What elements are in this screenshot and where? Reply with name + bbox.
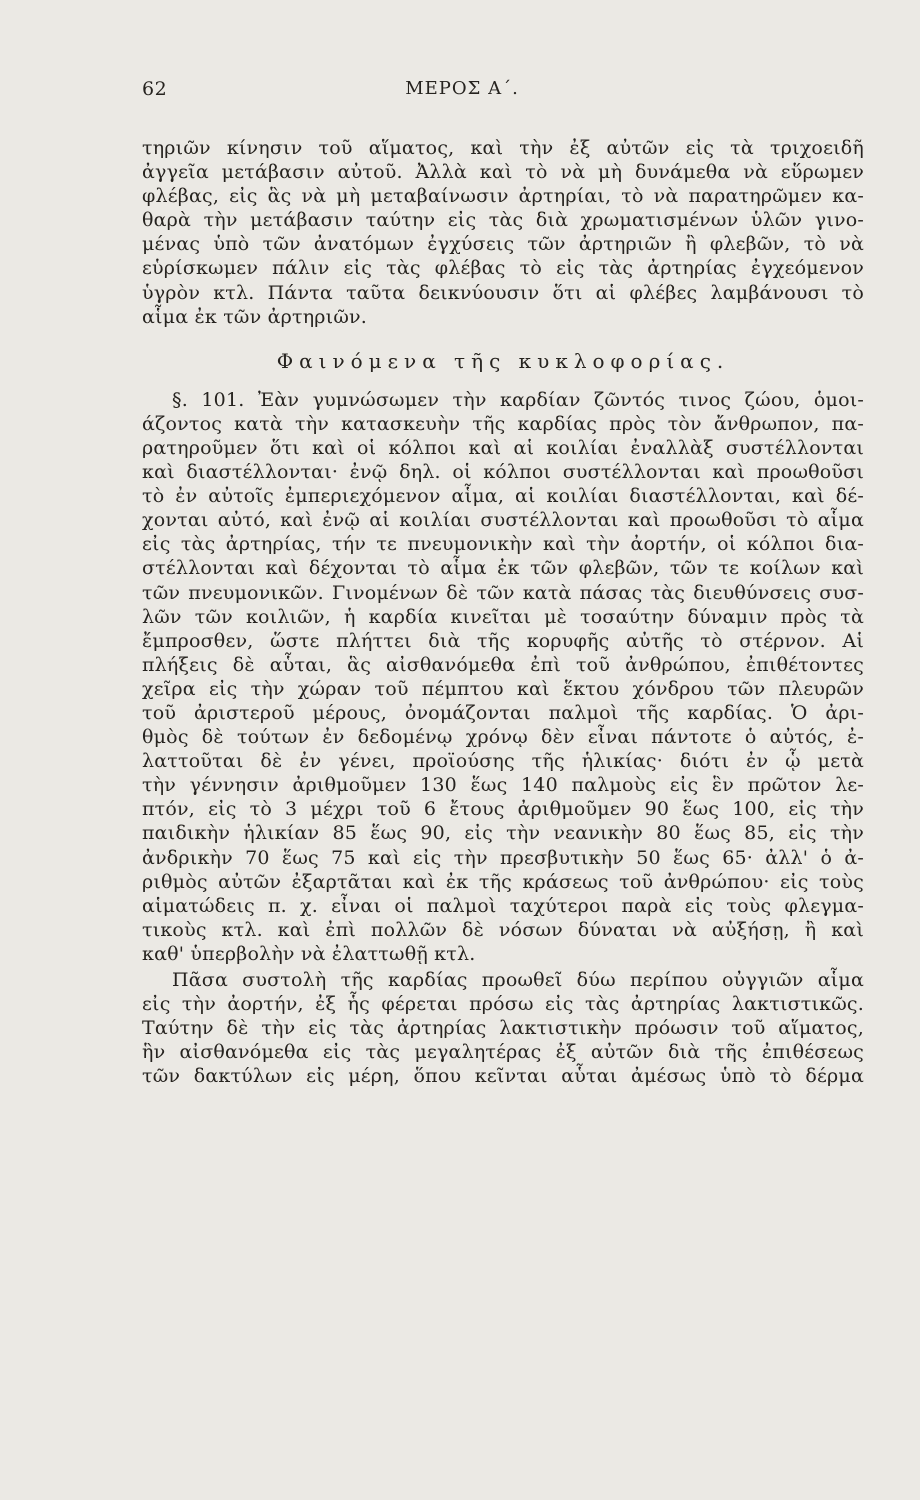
text-line: §. 101. Ἐὰν γυμνώσωμεν τὴν καρδίαν ζῶντός τινος ζώου, ὁμοι- (172, 388, 864, 411)
text-line: τῶν πνευμονικῶν. Γινομένων δὲ τῶν κατὰ πάσας τὰς διευθύνσεις συσ- (142, 581, 864, 604)
text-line: χονται αὐτό, καὶ ἐνῷ αἱ κοιλίαι συστέλλονται καὶ προωθοῦσι τὸ αἷμα (142, 509, 864, 532)
text-line: ριθμὸς αὐτῶν ἐξαρτᾶται καὶ ἐκ τῆς κράσεως τοῦ ἀνθρώπου· εἰς τοὺς (142, 870, 864, 893)
text-line: τοῦ ἀριστεροῦ μέρους, ὀνομάζονται παλμοὶ τῆς καρδίας. Ὁ ἀρι- (142, 701, 864, 724)
paragraph-2 (142, 388, 864, 966)
text-line: τικοὺς κτλ. καὶ ἐπὶ πολλῶν δὲ νόσων δύναται νὰ αὐξήσῃ, ἢ καὶ (142, 918, 864, 941)
text-line: ἀνδρικὴν 70 ἕως 75 καὶ εἰς τὴν πρεσβυτικὴν 50 ἕως 65· ἀλλ' ὁ ἀ- (142, 846, 864, 869)
text-line: ἀγγεῖα μετάβασιν αὐτοῦ. Ἀλλὰ καὶ τὸ νὰ μὴ δυνάμεθα νὰ εὕρωμεν (142, 161, 864, 184)
text-line: καὶ διαστέλλονται· ἐνῷ δηλ. οἱ κόλποι συστέλλονται καὶ προωθοῦσι (142, 461, 864, 484)
text-line: θμὸς δὲ τούτων ἐν δεδομένῳ χρόνῳ δὲν εἶναι πάντοτε ὁ αὐτός, ἐ- (142, 726, 864, 749)
text-line: τὴν γέννησιν ἀριθμοῦμεν 130 ἕως 140 παλμοὺς εἰς ἓν πρῶτον λε- (142, 774, 864, 797)
text-line: μένας ὑπὸ τῶν ἀνατόμων ἐγχύσεις τῶν ἀρτηριῶν ἢ φλεβῶν, τὸ νὰ (142, 233, 864, 256)
text-line: εἰς τὰς ἀρτηρίας, τήν τε πνευμονικὴν καὶ τὴν ἀορτήν, οἱ κόλποι δια- (142, 533, 864, 556)
running-head (142, 78, 782, 106)
text-line: λαττοῦται δὲ ἐν γένει, προϊούσης τῆς ἡλικίας· διότι ἐν ᾧ μετὰ (142, 750, 864, 773)
paragraph-1 (142, 136, 864, 329)
text-line: τῶν δακτύλων εἰς μέρη, ὅπου κεῖνται αὗται ἀμέσως ὑπὸ τὸ δέρμα (142, 1065, 864, 1088)
text-line: στέλλονται καὶ δέχονται τὸ αἷμα ἐκ τῶν φλεβῶν, τῶν τε κοίλων καὶ (142, 557, 864, 580)
text-line: λῶν τῶν κοιλιῶν, ἡ καρδία κινεῖται μὲ τοσαύτην δύναμιν πρὸς τὰ (142, 605, 864, 628)
text-line: καθ' ὑπερβολὴν νὰ ἐλαττωθῇ κτλ. (142, 942, 476, 965)
text-line: πτόν, εἰς τὸ 3 μέχρι τοῦ 6 ἔτους ἀριθμοῦμεν 90 ἕως 100, εἰς τὴν (142, 798, 864, 821)
running-title: ΜΕΡΟΣ Α΄. (405, 78, 519, 99)
text-line: παιδικὴν ἡλικίαν 85 ἕως 90, εἰς τὴν νεανικὴν 80 ἕως 85, εἰς τὴν (142, 822, 864, 845)
text-line: αἱματώδεις π. χ. εἶναι οἱ παλμοὶ ταχύτεροι παρὰ εἰς τοὺς φλεγμα- (142, 894, 864, 917)
page-number: 62 (142, 78, 168, 100)
text-line: ρατηροῦμεν ὅτι καὶ οἱ κόλποι καὶ αἱ κοιλίαι ἐναλλὰξ συστέλλονται (142, 436, 864, 459)
text-line: χεῖρα εἰς τὴν χώραν τοῦ πέμπτου καὶ ἕκτου χόνδρου τῶν πλευρῶν (142, 677, 864, 700)
paragraph-3 (142, 968, 864, 1088)
text-line: ἔμπροσθεν, ὥστε πλήττει διὰ τῆς κορυφῆς αὐτῆς τὸ στέρνον. Αἱ (142, 629, 864, 652)
text-line: Πᾶσα συστολὴ τῆς καρδίας προωθεῖ δύω περίπου οὐγγιῶν αἷμα (172, 969, 864, 991)
text-line: θαρὰ τὴν μετάβασιν ταύτην εἰς τὰς διὰ χρωματισμένων ὑλῶν γινο- (142, 209, 864, 232)
text-line: ὑγρὸν κτλ. Πάντα ταῦτα δεικνύουσιν ὅτι αἱ φλέβες λαμβάνουσι τὸ (142, 281, 864, 304)
body-text (142, 136, 864, 1088)
text-line: τὸ ἐν αὐτοῖς ἐμπεριεχόμενον αἷμα, αἱ κοιλίαι διαστέλλονται, καὶ δέ- (142, 485, 864, 508)
text-line: άζοντος κατὰ τὴν κατασκευὴν τῆς καρδίας πρὸς τὸν ἄνθρωπον, πα- (142, 412, 864, 435)
section-heading: Φαινόμενα τῆς κυκλοφορίας. (276, 348, 730, 373)
text-line: εἰς τὴν ἀορτήν, ἐξ ἧς φέρεται πρόσω εἰς τὰς ἀρτηρίας λακτιστικῶς. (142, 993, 864, 1016)
text-line: τηριῶν κίνησιν τοῦ αἵματος, καὶ τὴν ἐξ αὐτῶν εἰς τὰ τριχοειδῆ (142, 137, 864, 159)
text-line: εὑρίσκωμεν πάλιν εἰς τὰς φλέβας τὸ εἰς τὰς ἀρτηρίας ἐγχεόμενον (142, 257, 864, 280)
text-line: αἷμα ἐκ τῶν ἀρτηριῶν. (142, 305, 368, 328)
text-line: φλέβας, εἰς ἃς νὰ μὴ μεταβαίνωσιν ἀρτηρίαι, τὸ νὰ παρατηρῶμεν κα- (142, 185, 864, 208)
text-line: Ταύτην δὲ τὴν εἰς τὰς ἀρτηρίας λακτιστικὴν πρόωσιν τοῦ αἵματος, (142, 1017, 864, 1040)
text-line: ἣν αἰσθανόμεθα εἰς τὰς μεγαλητέρας ἐξ αὐτῶν διὰ τῆς ἐπιθέσεως (142, 1041, 864, 1064)
text-line: πλήξεις δὲ αὗται, ἃς αἰσθανόμεθα ἐπὶ τοῦ ἀνθρώπου, ἐπιθέτοντες (142, 653, 864, 676)
